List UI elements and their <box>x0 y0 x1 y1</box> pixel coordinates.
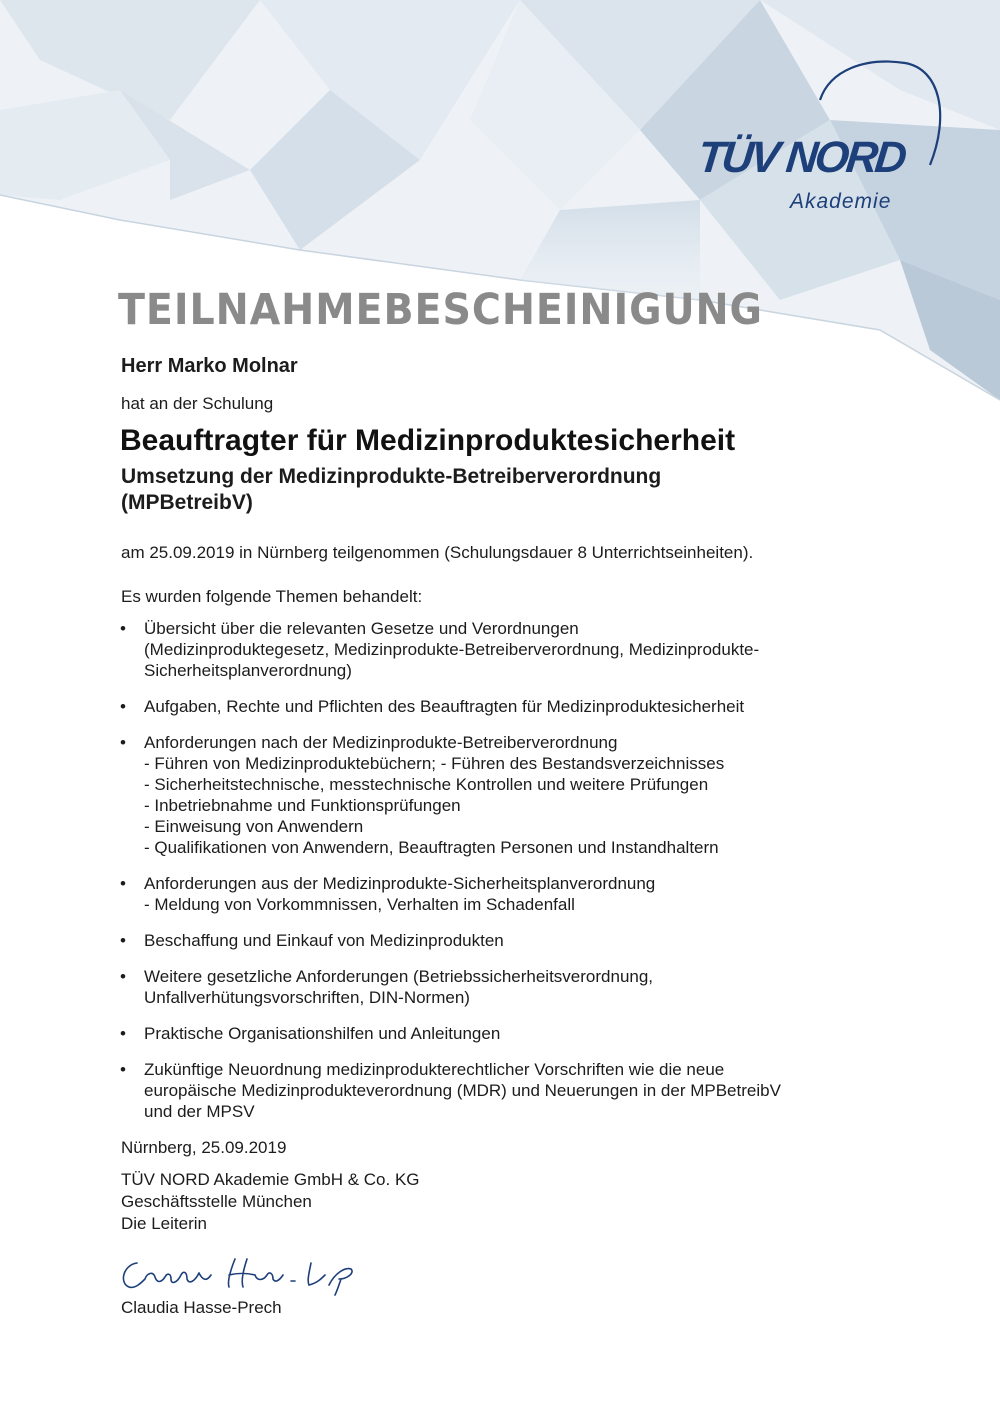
topic-line: Übersicht über die relevanten Gesetze und Verordnungen <box>144 619 579 638</box>
organization-line: Die Leiterin <box>121 1214 207 1233</box>
topic-line: Beschaffung und Einkauf von Medizinprodukten <box>144 931 504 950</box>
topic-line: - Sicherheitstechnische, messtechnische Kontrollen und weitere Prüfungen <box>144 775 709 794</box>
topic-line: Sicherheitsplanverordnung) <box>144 661 352 680</box>
tuv-nord-logo <box>690 55 950 225</box>
course-title: Beauftragter für Medizinproduktesicherheit <box>120 424 736 457</box>
bullet-icon: • <box>120 931 126 950</box>
topic-line: - Einweisung von Anwendern <box>144 817 364 836</box>
topic-item <box>118 732 858 858</box>
topic-item <box>118 696 858 717</box>
logo-brand: TÜV NORD <box>695 133 907 182</box>
topic-line: - Qualifikationen von Anwendern, Beauftragten Personen und Instandhaltern <box>144 838 719 857</box>
topic-line: - Inbetriebnahme und Funktionsprüfungen <box>144 796 461 815</box>
bullet-icon: • <box>120 1060 126 1079</box>
topic-line: Unfallverhütungsvorschriften, DIN-Normen) <box>144 988 470 1007</box>
topic-line: und der MPSV <box>144 1102 255 1121</box>
attendance-statement: am 25.09.2019 in Nürnberg teilgenommen (Schulungsdauer 8 Unterrichtseinheiten). <box>121 543 754 562</box>
topic-item <box>118 618 858 681</box>
bullet-icon: • <box>120 733 126 752</box>
topic-line: Anforderungen nach der Medizinprodukte-Betreiberverordnung <box>144 733 618 752</box>
place-and-date: Nürnberg, 25.09.2019 <box>121 1138 287 1157</box>
topic-line: - Führen von Medizinproduktebüchern; - Führen des Bestandsverzeichnisses <box>144 754 725 773</box>
handwritten-signature <box>115 1245 375 1305</box>
topics-list <box>118 618 858 1137</box>
signer-name: Claudia Hasse-Prech <box>121 1298 282 1317</box>
topic-line: Weitere gesetzliche Anforderungen (Betriebssicherheitsverordnung, <box>144 967 654 986</box>
topic-item <box>118 966 858 1008</box>
document-title: TEILNAHMEBESCHEINIGUNG <box>118 285 763 335</box>
bullet-icon: • <box>120 1024 126 1043</box>
topics-intro: Es wurden folgende Themen behandelt: <box>121 587 423 606</box>
participant-name: Herr Marko Molnar <box>121 355 298 377</box>
bullet-icon: • <box>120 967 126 986</box>
topic-line: - Meldung von Vorkommnissen, Verhalten im Schadenfall <box>144 895 575 914</box>
topic-line: europäische Medizinprodukteverordnung (MDR) und Neuerungen in der MPBetreibV <box>144 1081 781 1100</box>
topic-line: (Medizinproduktegesetz, Medizinprodukte-Betreiberverordnung, Medizinprodukte- <box>144 640 760 659</box>
bullet-icon: • <box>120 874 126 893</box>
course-subtitle <box>121 464 841 516</box>
topic-line: Praktische Organisationshilfen und Anleitungen <box>144 1024 501 1043</box>
intro-text: hat an der Schulung <box>121 394 274 413</box>
course-subtitle-line: (MPBetreibV) <box>121 491 253 514</box>
topic-item <box>118 873 858 915</box>
logo-subtitle: Akademie <box>790 190 892 213</box>
topic-line: Zukünftige Neuordnung medizinprodukterechtlicher Vorschriften wie die neue <box>144 1060 725 1079</box>
topic-item <box>118 930 858 951</box>
topic-line: Anforderungen aus der Medizinprodukte-Sicherheitsplanverordnung <box>144 874 656 893</box>
topic-item <box>118 1023 858 1044</box>
bullet-icon: • <box>120 697 126 716</box>
topic-line: Aufgaben, Rechte und Pflichten des Beauftragten für Medizinproduktesicherheit <box>144 697 745 716</box>
organization-line: Geschäftsstelle München <box>121 1192 312 1211</box>
course-subtitle-line: Umsetzung der Medizinprodukte-Betreiberverordnung <box>121 465 662 488</box>
organization-line: TÜV NORD Akademie GmbH & Co. KG <box>121 1170 420 1189</box>
topic-item <box>118 1059 858 1122</box>
bullet-icon: • <box>120 619 126 638</box>
organization-block <box>121 1169 420 1235</box>
